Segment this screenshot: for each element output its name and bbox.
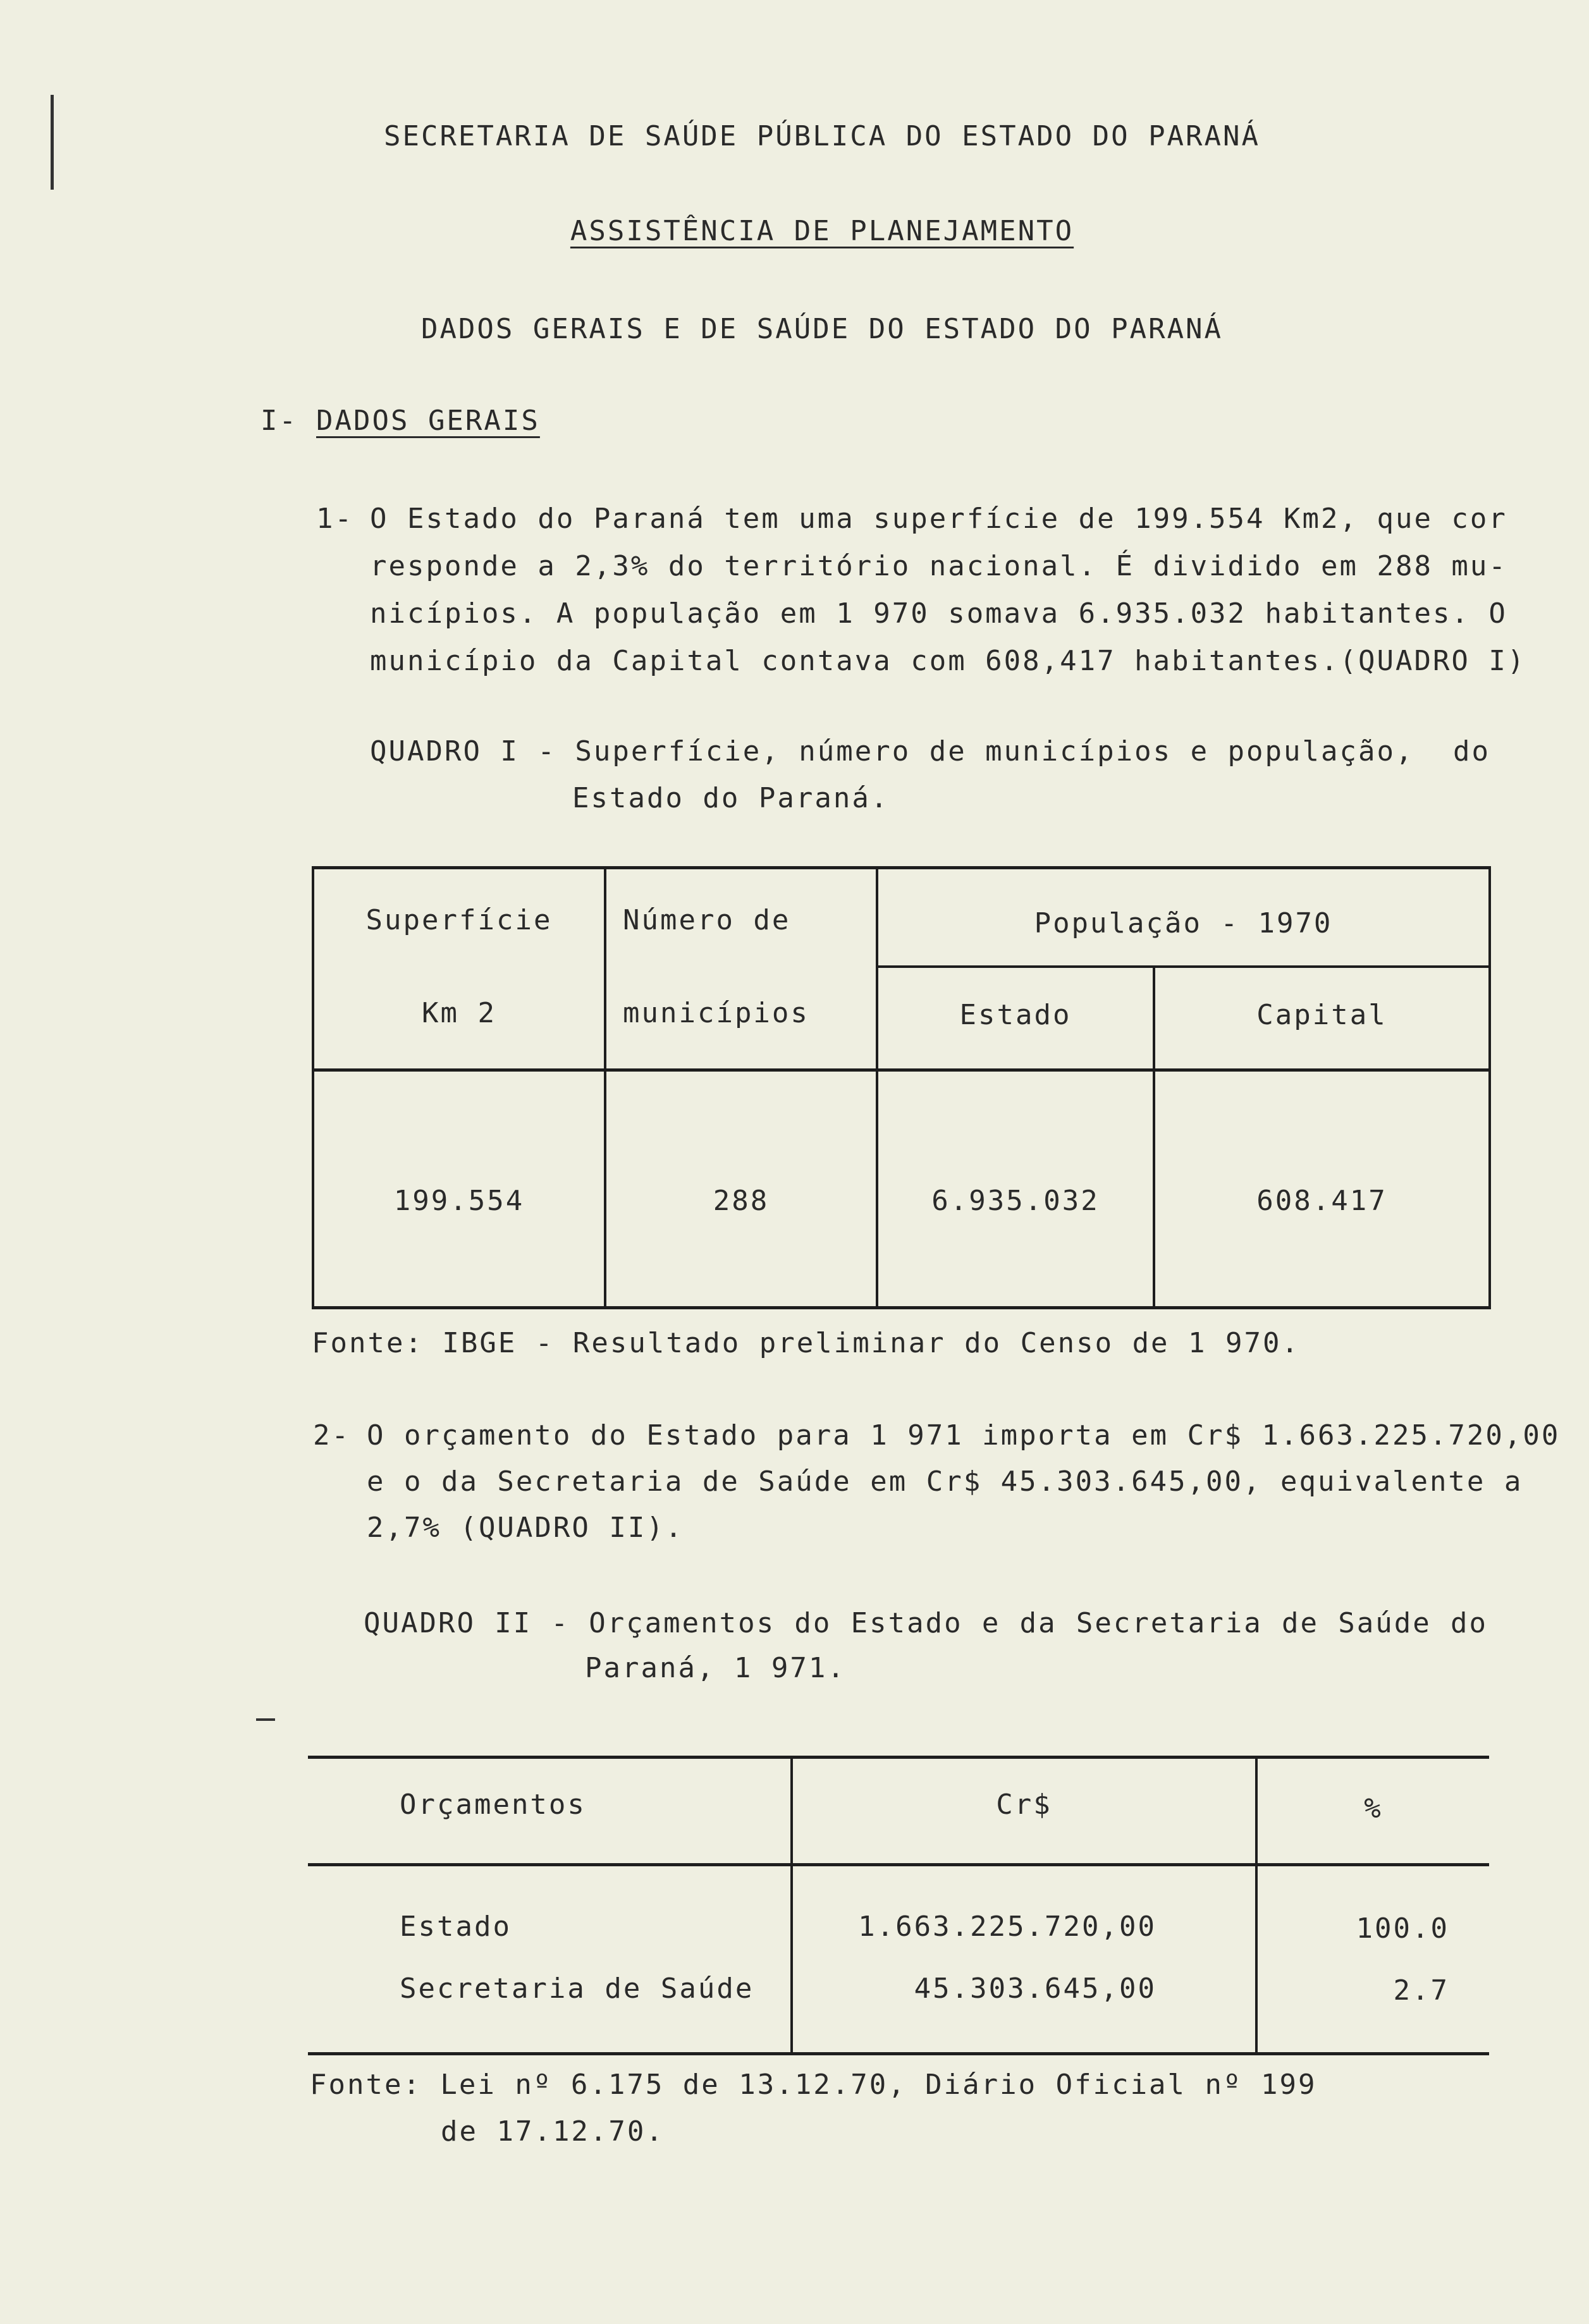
- paragraph-line: 2,7% (QUADRO II).: [367, 1512, 684, 1544]
- header-percent: %: [1364, 1792, 1383, 1825]
- table-source: de 17.12.70.: [441, 2115, 665, 2148]
- header-valor: Cr$: [996, 1789, 1052, 1821]
- item-number: 1-: [316, 503, 353, 535]
- table-caption: QUADRO I - Superfície, número de municípios e população,: [370, 735, 1414, 768]
- table-rule: [604, 866, 606, 1307]
- header-estado: Estado: [959, 999, 1072, 1031]
- paragraph-line: O orçamento do Estado para 1 971 importa em Cr$ 1.663.225.720,00: [367, 1419, 1561, 1452]
- row-label: Estado: [400, 1911, 512, 1943]
- table-caption: Estado do Paraná.: [572, 782, 890, 814]
- header-orcamentos: Orçamentos: [400, 1789, 586, 1821]
- paragraph-line: nicípios. A população em 1 970 somava 6.935.032 habitantes. O: [370, 597, 1507, 630]
- row-label: Secretaria de Saúde: [400, 1972, 754, 2005]
- section-number: I-: [261, 405, 298, 437]
- cell-capital: 608.417: [1256, 1185, 1387, 1217]
- cell-superficie: 199.554: [393, 1185, 525, 1217]
- cell-estado: 6.935.032: [931, 1185, 1100, 1217]
- row-valor: 45.303.645,00: [914, 1972, 1156, 2005]
- header-populacao: População - 1970: [1034, 907, 1333, 939]
- document-subtitle: ASSISTÊNCIA DE PLANEJAMENTO: [570, 215, 1074, 247]
- paragraph-line: responde a 2,3% do território nacional. É dividido em 288 mu-: [370, 550, 1507, 582]
- table-rule: [308, 2052, 1489, 2055]
- header-superficie: Superfície: [365, 904, 553, 936]
- header-municipios: municípios: [623, 997, 809, 1029]
- table-rule: [1488, 866, 1491, 1307]
- header-km2: Km 2: [422, 997, 496, 1029]
- table-rule: [308, 1863, 1489, 1866]
- table-caption: QUADRO II - Orçamentos do Estado e da Secretaria de Saúde do: [364, 1607, 1488, 1639]
- header-capital: Capital: [1256, 999, 1387, 1031]
- section-title: DADOS GERAIS: [316, 405, 540, 437]
- header-numero: Número de: [623, 904, 791, 936]
- cell-municipios: 288: [713, 1185, 770, 1217]
- table-caption: Paraná, 1 971.: [585, 1652, 846, 1684]
- table-source: Fonte: Lei nº 6.175 de 13.12.70, Diário Oficial nº 199: [310, 2069, 1317, 2101]
- table-source: Fonte: IBGE - Resultado preliminar do Censo de 1 970.: [312, 1327, 1300, 1359]
- document-heading: DADOS GERAIS E DE SAÚDE DO ESTADO DO PARANÁ: [420, 313, 1224, 345]
- table-rule: [308, 1756, 1489, 1759]
- paragraph-line: município da Capital contava com 608,417 habitantes.(QUADRO I): [370, 645, 1526, 677]
- paragraph-line: e o da Secretaria de Saúde em Cr$ 45.303.645,00, equivalente a: [367, 1465, 1523, 1498]
- document-title: SECRETARIA DE SAÚDE PÚBLICA DO ESTADO DO PARANÁ: [383, 120, 1261, 152]
- table-rule: [312, 1068, 1491, 1072]
- row-percent: 100.0: [1356, 1912, 1449, 1945]
- table-rule: [312, 1306, 1491, 1309]
- row-percent: 2.7: [1393, 1974, 1449, 2007]
- item-number: 2-: [313, 1419, 350, 1452]
- paragraph-line: O Estado do Paraná tem uma superfície de 199.554 Km2, que cor: [370, 503, 1507, 535]
- table-rule: [312, 866, 1491, 869]
- margin-mark: [256, 1718, 275, 1721]
- row-valor: 1.663.225.720,00: [858, 1911, 1156, 1943]
- table-rule: [878, 965, 1491, 968]
- table-caption-end: do: [1453, 735, 1490, 768]
